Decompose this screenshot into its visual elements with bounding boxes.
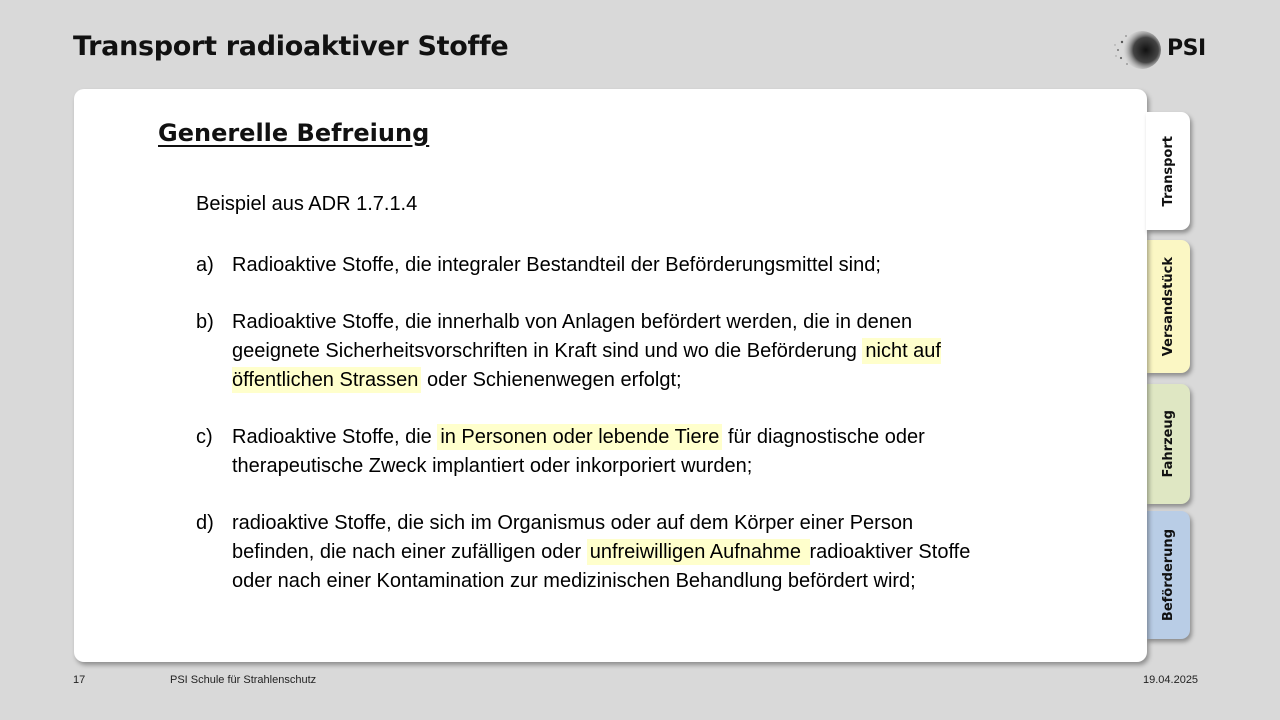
tab-label: Versandstück [1160,256,1176,357]
list-item-a [196,251,1056,280]
list-item-b [196,308,996,395]
list-item-text: Radioaktive Stoffe, die innerhalb von Anlagen befördert werden, die in denen geeignete Sicherheitsvorschriften in Kraft sind und wo die Beförderung [232,311,913,362]
psi-logo [1112,30,1212,70]
tab-fahrzeug[interactable] [1146,384,1190,504]
psi-logo-mark-icon [1112,30,1162,70]
tab-transport[interactable] [1146,112,1190,230]
list-marker: a) [196,254,214,276]
tab-versandstueck[interactable] [1146,240,1190,373]
page-number: 17 [73,674,86,686]
list-marker: c) [196,426,213,448]
content-card [74,89,1147,662]
list-item-text: oder Schienenwegen erfolgt; [421,369,682,391]
list-item-d [196,509,971,596]
tab-label: Beförderung [1160,528,1176,622]
psi-logo-text: PSI [1167,36,1206,61]
highlighted-phrase: nicht auf öffentlichen Strassen [232,340,941,391]
list-item-text: Radioaktive Stoffe, die integraler Bestandteil der Beförderungsmittel sind; [232,254,881,276]
list-item-text: für diagnostische oder therapeutische Zweck implantiert oder inkorporiert wurden; [232,426,925,477]
tab-label: Transport [1160,135,1176,207]
tab-befoerderung[interactable] [1146,511,1190,639]
highlighted-phrase: unfreiwilligen Aufnahme [587,539,810,565]
tab-label: Fahrzeug [1160,410,1176,478]
section-heading: Generelle Befreiung [158,119,430,147]
list-item-text: Radioaktive Stoffe, die [232,426,438,448]
list-item-text: radioaktiver Stoffe oder nach einer Kontamination zur medizinischen Behandlung befördert wird; [232,541,971,592]
list-item-c [196,423,996,481]
intro-text: Beispiel aus ADR 1.7.1.4 [196,193,418,215]
slide-title: Transport radioaktiver Stoffe [73,31,509,62]
highlighted-phrase: in Personen oder lebende Tiere [437,424,722,450]
list-marker: d) [196,512,214,534]
list-marker: b) [196,311,214,333]
footer-organization: PSI Schule für Strahlenschutz [170,674,317,686]
list-item-text: radioaktive Stoffe, die sich im Organismus oder auf dem Körper einer Person befinden, die nach einer zufälligen oder [232,512,914,563]
footer-date: 19.04.2025 [1143,674,1199,686]
